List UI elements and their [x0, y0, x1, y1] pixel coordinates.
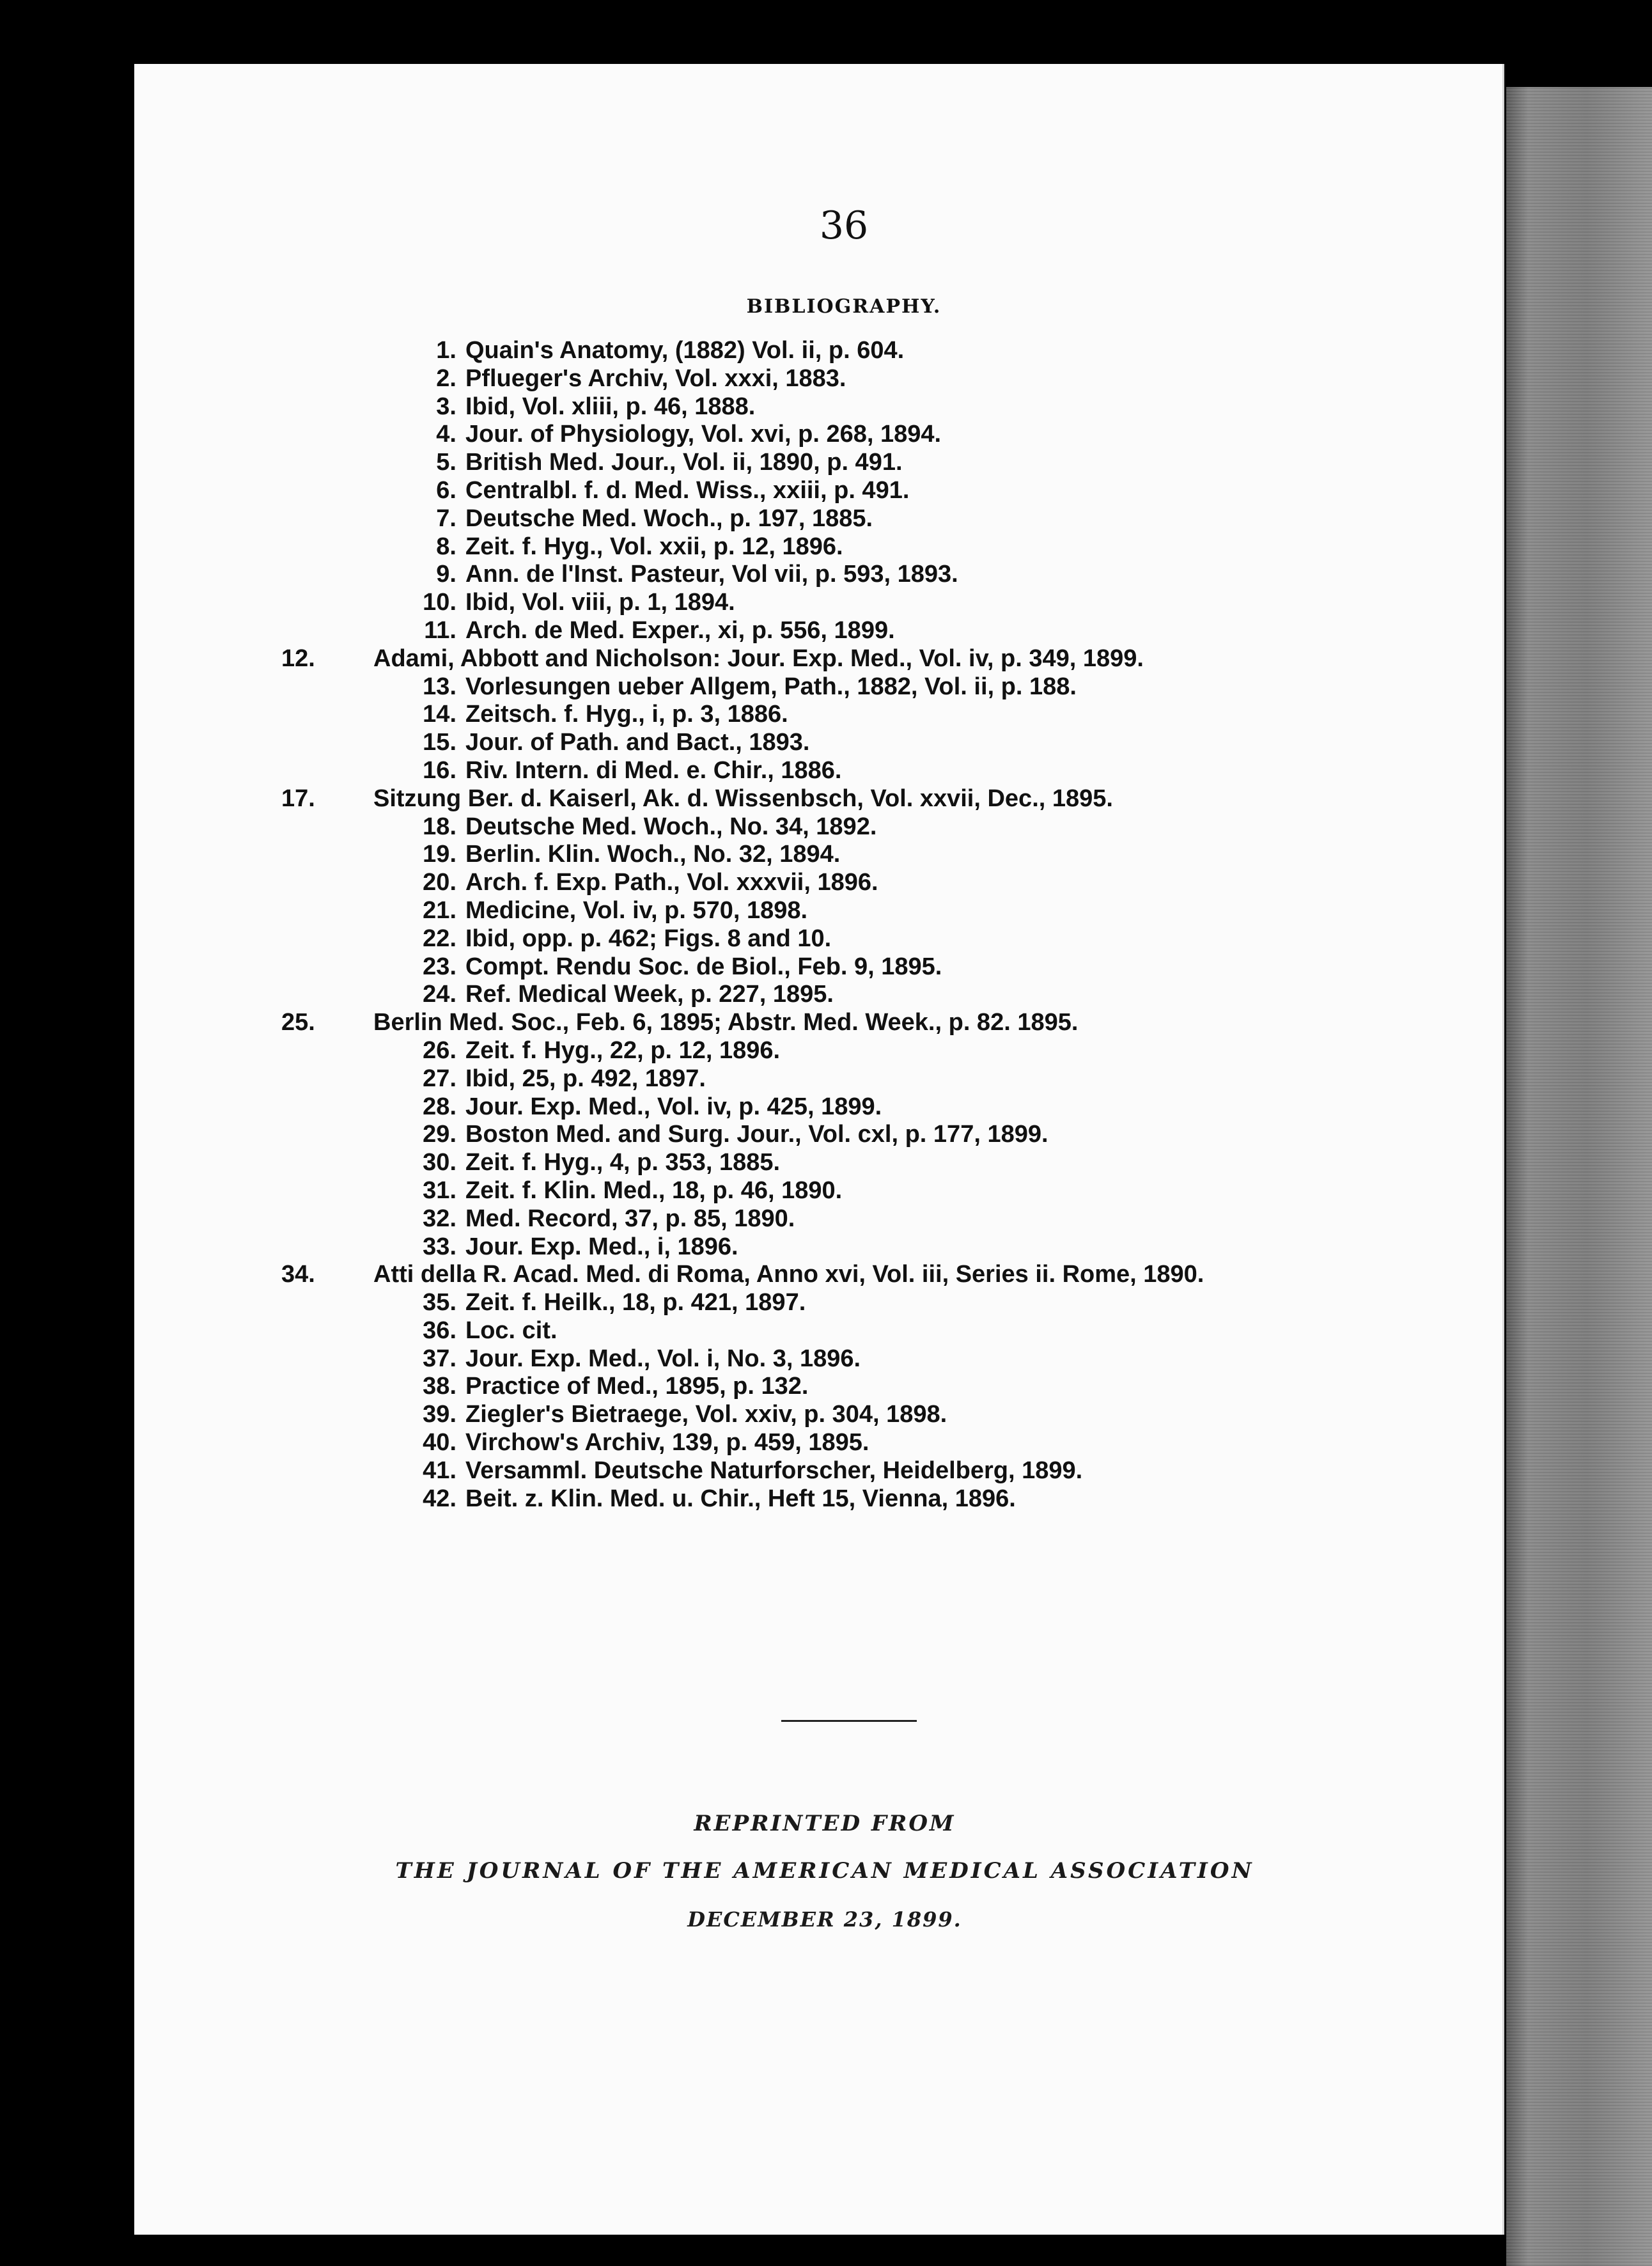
entry-number: 42.: [423, 1485, 456, 1512]
entry-citation: Loc. cit.: [465, 1317, 557, 1344]
bibliography-entry: [373, 477, 1323, 505]
bibliography-entry: [373, 1485, 1323, 1513]
entry-number: 30.: [423, 1149, 456, 1176]
entry-citation: Virchow's Archiv, 139, p. 459, 1895.: [465, 1429, 869, 1457]
entry-number: 40.: [423, 1429, 456, 1457]
bibliography-entry: [373, 1373, 1323, 1401]
entry-number: 28.: [423, 1093, 456, 1120]
entry-number: 38.: [423, 1373, 456, 1400]
entry-number: 13.: [423, 673, 456, 700]
entry-citation: Practice of Med., 1895, p. 132.: [465, 1373, 809, 1400]
bibliography-entry: [373, 1233, 1323, 1262]
entry-number: 24.: [423, 981, 456, 1008]
entry-number: 14.: [423, 701, 456, 728]
entry-citation: Beit. z. Klin. Med. u. Chir., Heft 15, Vienna, 1896.: [465, 1485, 1016, 1512]
entry-citation: Ibid, 25, p. 492, 1897.: [465, 1065, 706, 1092]
entry-number: 39.: [423, 1401, 456, 1428]
entry-citation: Jour. Exp. Med., Vol. iv, p. 425, 1899.: [465, 1093, 882, 1120]
entry-citation: Compt. Rendu Soc. de Biol., Feb. 9, 1895.: [465, 953, 942, 980]
entry-number: 37.: [423, 1345, 456, 1372]
bibliography-list: [281, 337, 1323, 1513]
entry-citation: Adami, Abbott and Nicholson: Jour. Exp. Med., Vol. iv, p. 349, 1899.: [373, 645, 1144, 672]
entry-number: 7.: [436, 504, 456, 532]
entry-number: 41.: [423, 1457, 456, 1484]
entry-citation: Centralbl. f. d. Med. Wiss., xxiii, p. 491.: [465, 476, 910, 504]
bibliography-entry: [373, 617, 1323, 645]
bibliography-entry: [373, 813, 1323, 841]
entry-number: 21.: [423, 896, 456, 924]
entry-citation: Boston Med. and Surg. Jour., Vol. cxl, p. 177, 1899.: [465, 1121, 1048, 1148]
entry-number: 2.: [436, 364, 456, 392]
entry-number: 20.: [423, 869, 456, 896]
entry-citation: Atti della R. Acad. Med. di Roma, Anno xvi, Vol. iii, Series ii. Rome, 1890.: [373, 1261, 1204, 1288]
bibliography-entry: [373, 421, 1323, 449]
entry-citation: Versamml. Deutsche Naturforscher, Heidelberg, 1899.: [465, 1457, 1083, 1484]
bibliography-entry: [373, 1401, 1323, 1429]
entry-number: 1.: [436, 337, 456, 364]
journal-name: THE JOURNAL OF THE AMERICAN MEDICAL ASSOCIATION: [395, 1858, 1254, 1884]
entry-number: 19.: [423, 841, 456, 868]
section-divider: [781, 1720, 917, 1722]
bibliography-entry: [373, 757, 1323, 785]
bibliography-entry: [373, 505, 1323, 533]
entry-citation: Zeitsch. f. Hyg., i, p. 3, 1886.: [465, 701, 788, 728]
entry-number: 22.: [423, 925, 456, 952]
entry-number: 26.: [423, 1036, 456, 1064]
entry-citation: Arch. de Med. Exper., xi, p. 556, 1899.: [465, 616, 895, 644]
bibliography-entry: [373, 1093, 1323, 1121]
bibliography-entry: [373, 981, 1323, 1009]
entry-citation: Ibid, Vol. viii, p. 1, 1894.: [465, 589, 735, 616]
bibliography-entry: [373, 1429, 1323, 1457]
entry-citation: Jour. Exp. Med., i, 1896.: [465, 1233, 738, 1260]
entry-number: 11.: [424, 616, 456, 644]
publication-date: DECEMBER 23, 1899.: [687, 1907, 962, 1932]
entry-number: 31.: [423, 1176, 456, 1204]
entry-citation: British Med. Jour., Vol. ii, 1890, p. 491.: [465, 449, 903, 476]
entry-number: 12.: [281, 645, 315, 672]
bibliography-entry: [373, 393, 1323, 421]
entry-number: 5.: [436, 449, 456, 476]
entry-citation: Zeit. f. Hyg., 4, p. 353, 1885.: [465, 1149, 781, 1176]
bibliography-entry: [373, 561, 1323, 589]
bibliography-entry: [373, 673, 1323, 701]
entry-citation: Ann. de l'Inst. Pasteur, Vol vii, p. 593, 1893.: [465, 561, 958, 588]
entry-number: 15.: [423, 729, 456, 756]
bibliography-entry: [373, 925, 1323, 953]
entry-citation: Ref. Medical Week, p. 227, 1895.: [465, 981, 834, 1008]
bibliography-entry: [373, 953, 1323, 981]
entry-number: 9.: [436, 561, 456, 588]
bibliography-entry: [373, 1457, 1323, 1485]
entry-number: 3.: [436, 393, 456, 420]
bibliography-entry: [373, 1345, 1323, 1373]
bibliography-heading: BIBLIOGRAPHY.: [746, 295, 942, 318]
bibliography-entry: [373, 729, 1323, 757]
entry-citation: Zeit. f. Hyg., Vol. xxii, p. 12, 1896.: [465, 533, 843, 560]
entry-number: 33.: [423, 1233, 456, 1260]
entry-number: 35.: [423, 1289, 456, 1317]
entry-number: 17.: [281, 785, 315, 812]
entry-citation: Medicine, Vol. iv, p. 570, 1898.: [465, 896, 808, 924]
bibliography-entry: [281, 785, 1323, 813]
bibliography-entry: [373, 1289, 1323, 1317]
entry-citation: Arch. f. Exp. Path., Vol. xxxvii, 1896.: [465, 869, 878, 896]
entry-number: 16.: [423, 756, 456, 784]
entry-citation: Berlin Med. Soc., Feb. 6, 1895; Abstr. Med. Week., p. 82. 1895.: [373, 1009, 1079, 1036]
bibliography-entry: [373, 1037, 1323, 1065]
page-number: 36: [819, 203, 869, 248]
entry-citation: Sitzung Ber. d. Kaiserl, Ak. d. Wissenbsch, Vol. xxvii, Dec., 1895.: [373, 785, 1113, 812]
bibliography-entry: [373, 589, 1323, 617]
entry-number: 8.: [436, 533, 456, 560]
bibliography-entry: [373, 337, 1323, 365]
bibliography-entry: [373, 1177, 1323, 1205]
entry-citation: Deutsche Med. Woch., p. 197, 1885.: [465, 504, 873, 532]
bibliography-entry: [373, 701, 1323, 729]
scanner-backing-board: [1506, 87, 1652, 2266]
entry-number: 25.: [281, 1009, 315, 1036]
bibliography-entry: [281, 1009, 1323, 1037]
entry-citation: Zeit. f. Heilk., 18, p. 421, 1897.: [465, 1289, 806, 1317]
entry-number: 27.: [423, 1065, 456, 1092]
entry-citation: Vorlesungen ueber Allgem, Path., 1882, Vol. ii, p. 188.: [465, 673, 1077, 700]
entry-number: 4.: [436, 421, 456, 448]
bibliography-entry: [373, 533, 1323, 561]
entry-number: 6.: [436, 476, 456, 504]
bibliography-entry: [373, 897, 1323, 925]
bibliography-entry: [373, 365, 1323, 393]
entry-citation: Ibid, opp. p. 462; Figs. 8 and 10.: [465, 925, 832, 952]
entry-number: 32.: [423, 1205, 456, 1232]
bibliography-entry: [373, 841, 1323, 869]
entry-citation: Berlin. Klin. Woch., No. 32, 1894.: [465, 841, 841, 868]
entry-citation: Deutsche Med. Woch., No. 34, 1892.: [465, 813, 877, 840]
bibliography-entry: [373, 1065, 1323, 1093]
entry-citation: Zeit. f. Hyg., 22, p. 12, 1896.: [465, 1036, 781, 1064]
bibliography-entry: [281, 1261, 1323, 1289]
entry-citation: Jour. of Path. and Bact., 1893.: [465, 729, 810, 756]
entry-number: 29.: [423, 1121, 456, 1148]
bibliography-entry: [373, 1205, 1323, 1233]
bibliography-entry: [373, 869, 1323, 897]
entry-citation: Jour. of Physiology, Vol. xvi, p. 268, 1894.: [465, 421, 942, 448]
entry-citation: Ziegler's Bietraege, Vol. xxiv, p. 304, 1898.: [465, 1401, 947, 1428]
entry-number: 18.: [423, 813, 456, 840]
entry-citation: Ibid, Vol. xliii, p. 46, 1888.: [465, 393, 756, 420]
entry-citation: Pflueger's Archiv, Vol. xxxi, 1883.: [465, 364, 846, 392]
entry-number: 23.: [423, 953, 456, 980]
entry-citation: Riv. Intern. di Med. e. Chir., 1886.: [465, 756, 842, 784]
bibliography-entry: [373, 449, 1323, 477]
entry-number: 10.: [423, 589, 456, 616]
entry-number: 36.: [423, 1317, 456, 1344]
bibliography-entry: [373, 1317, 1323, 1345]
entry-number: 34.: [281, 1261, 315, 1288]
entry-citation: Zeit. f. Klin. Med., 18, p. 46, 1890.: [465, 1176, 843, 1204]
entry-citation: Med. Record, 37, p. 85, 1890.: [465, 1205, 795, 1232]
entry-citation: Jour. Exp. Med., Vol. i, No. 3, 1896.: [465, 1345, 861, 1372]
bibliography-entry: [373, 1149, 1323, 1177]
bibliography-entry: [373, 1121, 1323, 1149]
entry-citation: Quain's Anatomy, (1882) Vol. ii, p. 604.: [465, 337, 905, 364]
reprint-label: REPRINTED FROM: [694, 1811, 956, 1836]
bibliography-entry: [281, 645, 1323, 673]
